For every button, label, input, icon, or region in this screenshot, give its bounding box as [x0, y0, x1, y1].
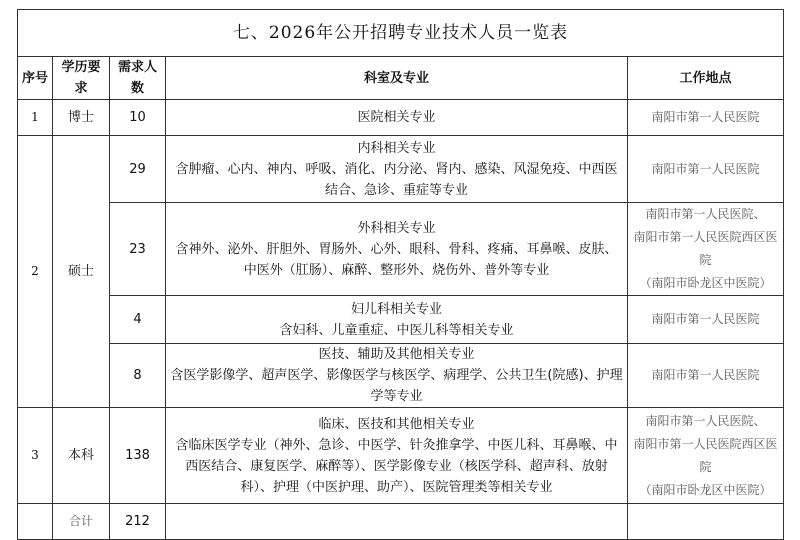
- location-cell: [628, 408, 784, 504]
- location-cell: [628, 203, 784, 296]
- count-cell: 10: [110, 100, 166, 136]
- dept-title: 外科相关专业: [357, 220, 436, 236]
- header-location: 工作地点: [628, 57, 784, 100]
- table-row: [18, 344, 784, 408]
- dept-detail: 含医学影像学、超声医学、影像医学与核医学、病理学、公共卫生(院感)、护理学等专业: [170, 368, 623, 404]
- total-row: [18, 504, 784, 540]
- location-line: 南阳市第一人民医院: [651, 161, 760, 176]
- dept-title: 内科相关专业: [357, 140, 436, 156]
- dept-detail: 含肿瘤、心内、神内、呼吸、消化、内分泌、肾内、感染、风湿免疫、中西医结合、急诊、重症等专业: [175, 161, 618, 198]
- table-title: 七、2026年公开招聘专业技术人员一览表: [18, 10, 784, 57]
- location-cell: [628, 136, 784, 203]
- location-cell: [628, 296, 784, 344]
- header-seq: 序号: [18, 57, 53, 100]
- location-line: 南阳市第一人民医院西区医院: [633, 230, 778, 267]
- seq-cell: 1: [18, 100, 53, 136]
- dept-cell: [166, 136, 628, 203]
- location-line: （南阳市卧龙区中医院）: [639, 276, 772, 290]
- table-row: [18, 100, 784, 136]
- recruitment-table: [17, 9, 784, 540]
- dept-title: 医技、辅助及其他相关专业: [318, 347, 475, 362]
- location-line: （南阳市卧龙区中医院）: [639, 482, 772, 497]
- location-line: 南阳市第一人民医院: [651, 312, 760, 326]
- edu-cell: 本科: [53, 408, 110, 504]
- dept-detail: 含神外、泌外、肝胆外、胃肠外、心外、眼科、骨科、疼痛、耳鼻喉、皮肤、中医外（肛肠）、麻醉、整形外、烧伤外、普外等专业: [175, 241, 618, 278]
- edu-cell: 博士: [53, 100, 110, 136]
- count-cell: 23: [110, 203, 166, 296]
- location-line: 南阳市第一人民医院、: [645, 207, 766, 221]
- table-row: [18, 296, 784, 344]
- location-line: 南阳市第一人民医院: [651, 368, 760, 382]
- header-row: [18, 57, 784, 100]
- table-row: [18, 136, 784, 203]
- location-line: 南阳市第一人民医院西区医院: [633, 436, 778, 474]
- total-count: 212: [110, 504, 166, 540]
- location-cell: [628, 344, 784, 408]
- count-cell: 4: [110, 296, 166, 344]
- header-dept: 科室及专业: [166, 57, 628, 100]
- dept-cell: [166, 203, 628, 296]
- location-line: 南阳市第一人民医院、: [645, 413, 766, 428]
- seq-cell: 2: [18, 136, 53, 408]
- header-count: 需求人数: [110, 57, 166, 100]
- dept-title: 临床、医技和其他相关专业: [318, 416, 475, 432]
- count-cell: 29: [110, 136, 166, 203]
- dept-title: 医院相关专业: [357, 110, 436, 125]
- dept-cell: [166, 296, 628, 344]
- table-row: [18, 408, 784, 504]
- edu-cell: 硕士: [53, 136, 110, 408]
- dept-cell: [166, 100, 628, 136]
- table-row: [18, 203, 784, 296]
- location-cell: [628, 100, 784, 136]
- seq-cell: 3: [18, 408, 53, 504]
- total-label: 合计: [53, 504, 110, 540]
- dept-title: 妇儿科相关专业: [350, 301, 442, 317]
- count-cell: 8: [110, 344, 166, 408]
- dept-cell: [166, 344, 628, 408]
- dept-cell: [166, 408, 628, 504]
- header-edu: 学历要求: [53, 57, 110, 100]
- dept-detail: 含临床医学专业（神外、急诊、中医学、针灸推拿学、中医儿科、耳鼻喉、中西医结合、康复医学、麻醉等）、医学影像专业（核医学科、超声科、放射科）、护理（中医护理、助产）、医院管理类等相关专业: [175, 437, 618, 495]
- count-cell: 138: [110, 408, 166, 504]
- dept-detail: 含妇科、儿童重症、中医儿科等相关专业: [279, 322, 514, 338]
- location-line: 南阳市第一人民医院: [651, 110, 760, 124]
